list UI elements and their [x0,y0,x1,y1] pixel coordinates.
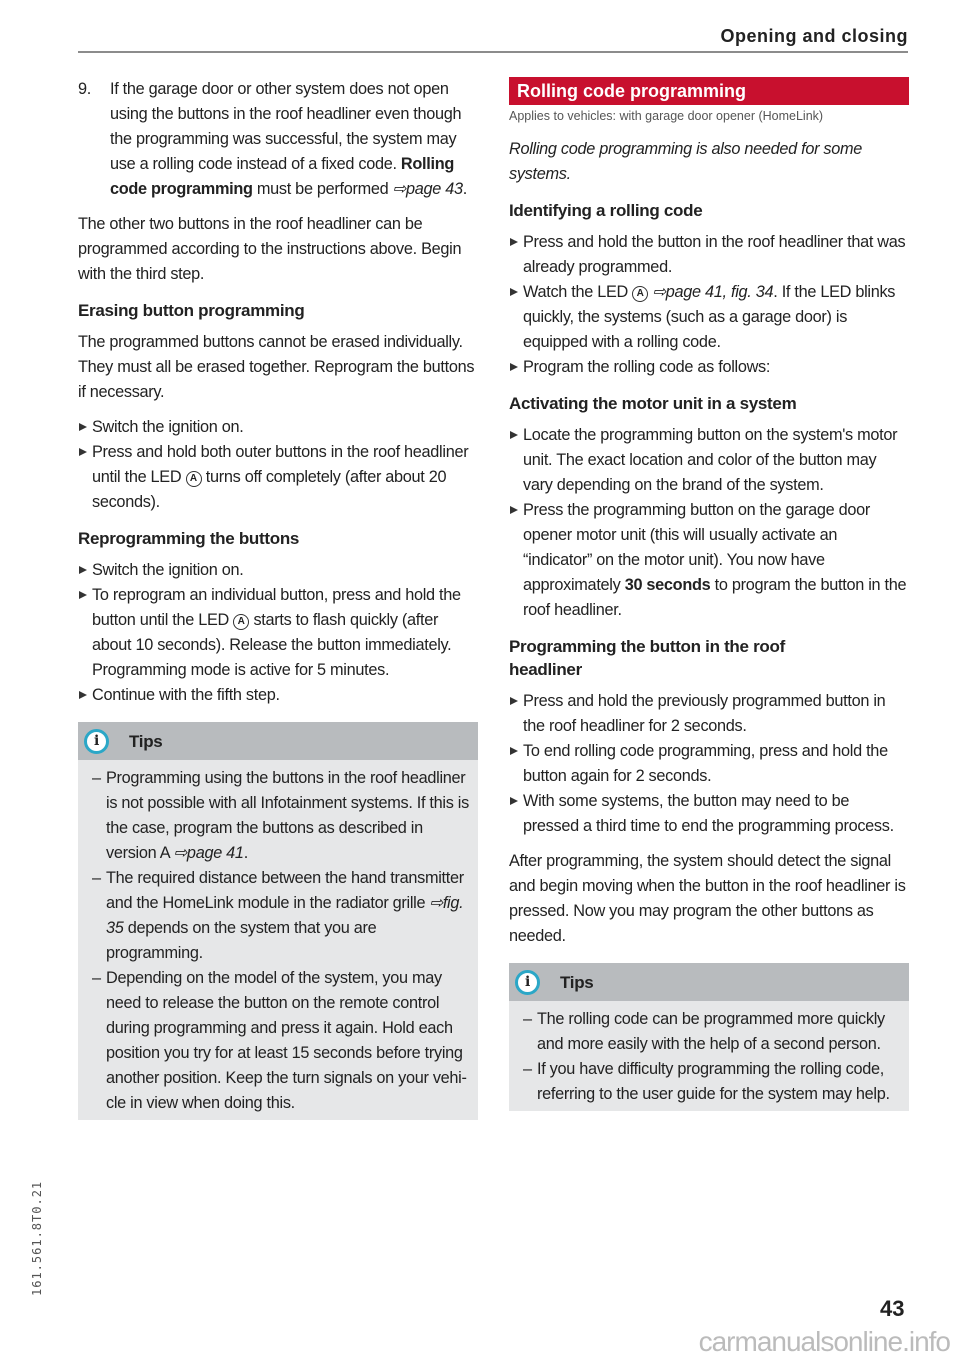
tip-item: – The rolling code can be programmed more quickly and more easily with the help of a second person. [509,1007,903,1057]
page-link[interactable]: ⇨page 41, fig. 34 [652,283,774,301]
applies-note: Applies to vehicles: with garage door opener (HomeLink) [509,109,824,123]
erase-steps [78,415,478,515]
left-column [78,77,478,1120]
document-code: 161.561.8T0.21 [30,1180,44,1296]
paragraph: After programming, the system should detect the signal and begin moving when the button in the roof headliner is pressed. Now you may program the other buttons as needed. [509,852,906,945]
tip-item: – The required distance between the hand transmitter and the HomeLink module in the radiator grille ⇨fig. 35 depends on the system that you are programming. [78,866,472,966]
info-icon: i [84,729,109,754]
info-icon: i [515,970,540,995]
list-item: To end rolling code programming, press and hold the button again for 2 seconds. [509,739,909,789]
list-item: Switch the ignition on. [78,415,478,440]
list-item: To reprogram an individual button, press and hold the button until the LED A starts to flash quickly (after about 10 seconds). Release the button immediately. Programming mode is active for 5 minutes. [78,583,478,683]
right-column [509,77,909,1111]
tip-item: – If you have difficulty programming the rolling code, referring to the user guide for the system may help. [509,1057,903,1107]
figure-link[interactable]: ⇨fig. 35 [106,894,464,937]
heading-programming: Programming the button in the roof headliner [509,637,785,679]
tips-box: i Tips – Programming using the buttons in the roof headliner is not possible with all Infotainment systems. If this is the case, program the buttons as described in version A ⇨page 41. – The required distance between the hand transmitter and the HomeLink module in the radiator grille ⇨fig. 35 depends on the system that you are programming. – Depending on the model of the system, you may need to release the button on the remote control during programming and press it again. Hold each position you try for at least 15 seconds before trying another position. Keep the turn signals on your vehicle in view when doing this. [78,722,478,1120]
list-item: Press and hold the previously programmed button in the roof headliner for 2 seconds. [509,689,909,739]
list-item: Press and hold both outer buttons in the roof headliner until the LED A turns off completely (after about 20 seconds). [78,440,478,515]
watermark: carmanualsonline.info [698,1326,950,1357]
paragraph: The other two buttons in the roof headliner can be programmed according to the instructions above. Begin with the third step. [78,215,462,283]
list-item: With some systems, the button may need to be pressed a third time to end the programming process. [509,789,909,839]
list-item: Watch the LED A ⇨page 41, fig. 34. If the LED blinks quickly, the systems (such as a garage door) is equipped with a rolling code. [509,280,909,355]
section-banner: Rolling code programming [509,77,909,105]
heading-activating: Activating the motor unit in a system [509,394,797,413]
header-rule [78,51,908,53]
page-link[interactable]: ⇨page 43 [392,180,463,198]
led-icon: A [632,286,648,302]
tip-item: – Programming using the buttons in the roof headliner is not possible with all Infotainment systems. If this is the case, program the buttons as described in version A ⇨page 41. [78,766,472,866]
section-title: Opening and closing [720,26,908,46]
led-icon: A [186,471,202,487]
list-item: Press and hold the button in the roof headliner that was already programmed. [509,230,909,280]
tip-item: – Depending on the model of the system, you may need to release the button on the remote control during programming and press it again. Hold each position you try for at least 15 seconds before trying another position. Keep the turn signals on your vehicle in view when doing this. [78,966,472,1116]
list-item: Switch the ignition on. [78,558,478,583]
page-number: 43 [880,1296,905,1321]
reprogram-steps [78,558,478,708]
list-item: Program the rolling code as follows: [509,355,909,380]
tips-box: i Tips – The rolling code can be programmed more quickly and more easily with the help of a second person. – If you have difficulty programming the rolling code, referring to the user guide for the system may help. [509,963,909,1111]
heading-identifying: Identifying a rolling code [509,201,703,220]
list-item: Continue with the fifth step. [78,683,478,708]
list-item: Press the programming button on the garage door opener motor unit (this will usually activate an “indicator” on the motor unit). You now have approximately 30 seconds to program the button in the roof headliner. [509,498,909,623]
heading-erasing: Erasing button programming [78,301,305,320]
paragraph: The programmed buttons cannot be erased individually. They must all be erased together. Reprogram the buttons if necessary. [78,333,475,401]
intro: Rolling code programming is also needed for some systems. [509,140,863,183]
heading-reprogramming: Reprogramming the buttons [78,529,300,548]
list-item: Locate the programming button on the system's motor unit. The exact location and color of the button may vary depending on the brand of the system. [509,423,909,498]
page-link[interactable]: ⇨page 41 [173,844,244,862]
step-9: 9. If the garage door or other system does not open using the buttons in the roof headliner even though the programming was successful, the system may use a rolling code instead of a fixed code. Rolling code programming must be performed ⇨page 43. [78,80,467,198]
led-icon: A [233,614,249,630]
